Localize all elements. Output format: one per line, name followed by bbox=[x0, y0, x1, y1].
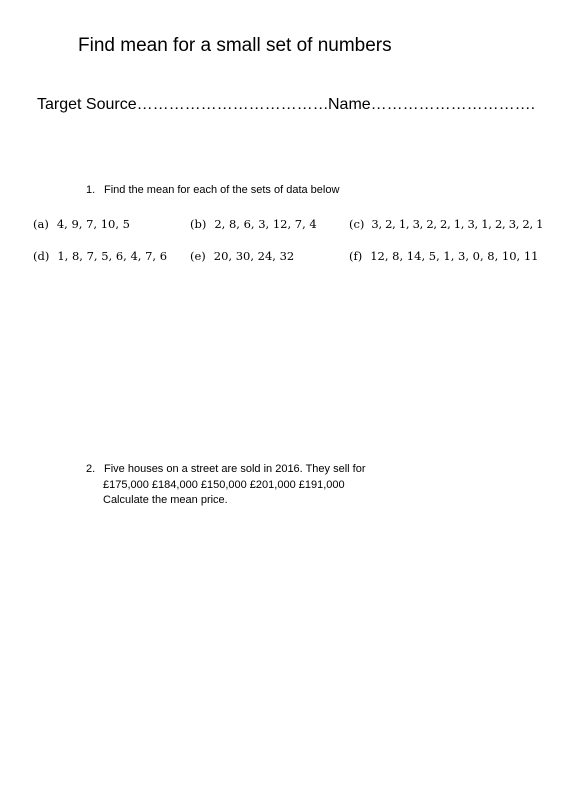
part-a bbox=[33, 217, 130, 231]
part-d-values: 1, 8, 7, 5, 6, 4, 7, 6 bbox=[57, 249, 168, 263]
part-c bbox=[349, 217, 543, 231]
part-d bbox=[33, 249, 167, 263]
part-b-values: 2, 8, 6, 3, 12, 7, 4 bbox=[214, 217, 317, 231]
part-b-label: (b) bbox=[190, 217, 207, 231]
part-e-values: 20, 30, 24, 32 bbox=[213, 249, 295, 263]
question-1 bbox=[86, 184, 339, 196]
question-2-line-1: Five houses on a street are sold in 2016. They sell for bbox=[104, 463, 366, 475]
part-c-label: (c) bbox=[349, 217, 365, 231]
part-c-values: 3, 2, 1, 3, 2, 2, 1, 3, 1, 2, 3, 2, 1 bbox=[371, 217, 544, 231]
target-source-line: Target Source……………………………… bbox=[37, 96, 329, 113]
question-1-text: Find the mean for each of the sets of data below bbox=[104, 184, 340, 196]
part-a-label: (a) bbox=[33, 217, 49, 231]
part-a-values: 4, 9, 7, 10, 5 bbox=[56, 217, 130, 231]
question-2-instruction: Calculate the mean price. bbox=[103, 494, 228, 506]
part-f bbox=[349, 249, 538, 263]
name-line: Name…………………………. bbox=[328, 96, 536, 113]
question-2-prices: £175,000 £184,000 £150,000 £201,000 £191,000 bbox=[103, 479, 345, 491]
part-e-label: (e) bbox=[190, 249, 206, 263]
part-d-label: (d) bbox=[33, 249, 50, 263]
part-e bbox=[190, 249, 294, 263]
page-title: Find mean for a small set of numbers bbox=[78, 35, 392, 56]
question-2-number: 2. bbox=[86, 463, 96, 475]
question-2 bbox=[86, 463, 366, 475]
part-b bbox=[190, 217, 317, 231]
part-f-label: (f) bbox=[349, 249, 363, 263]
part-f-values: 12, 8, 14, 5, 1, 3, 0, 8, 10, 11 bbox=[370, 249, 539, 263]
question-1-number: 1. bbox=[86, 184, 96, 196]
